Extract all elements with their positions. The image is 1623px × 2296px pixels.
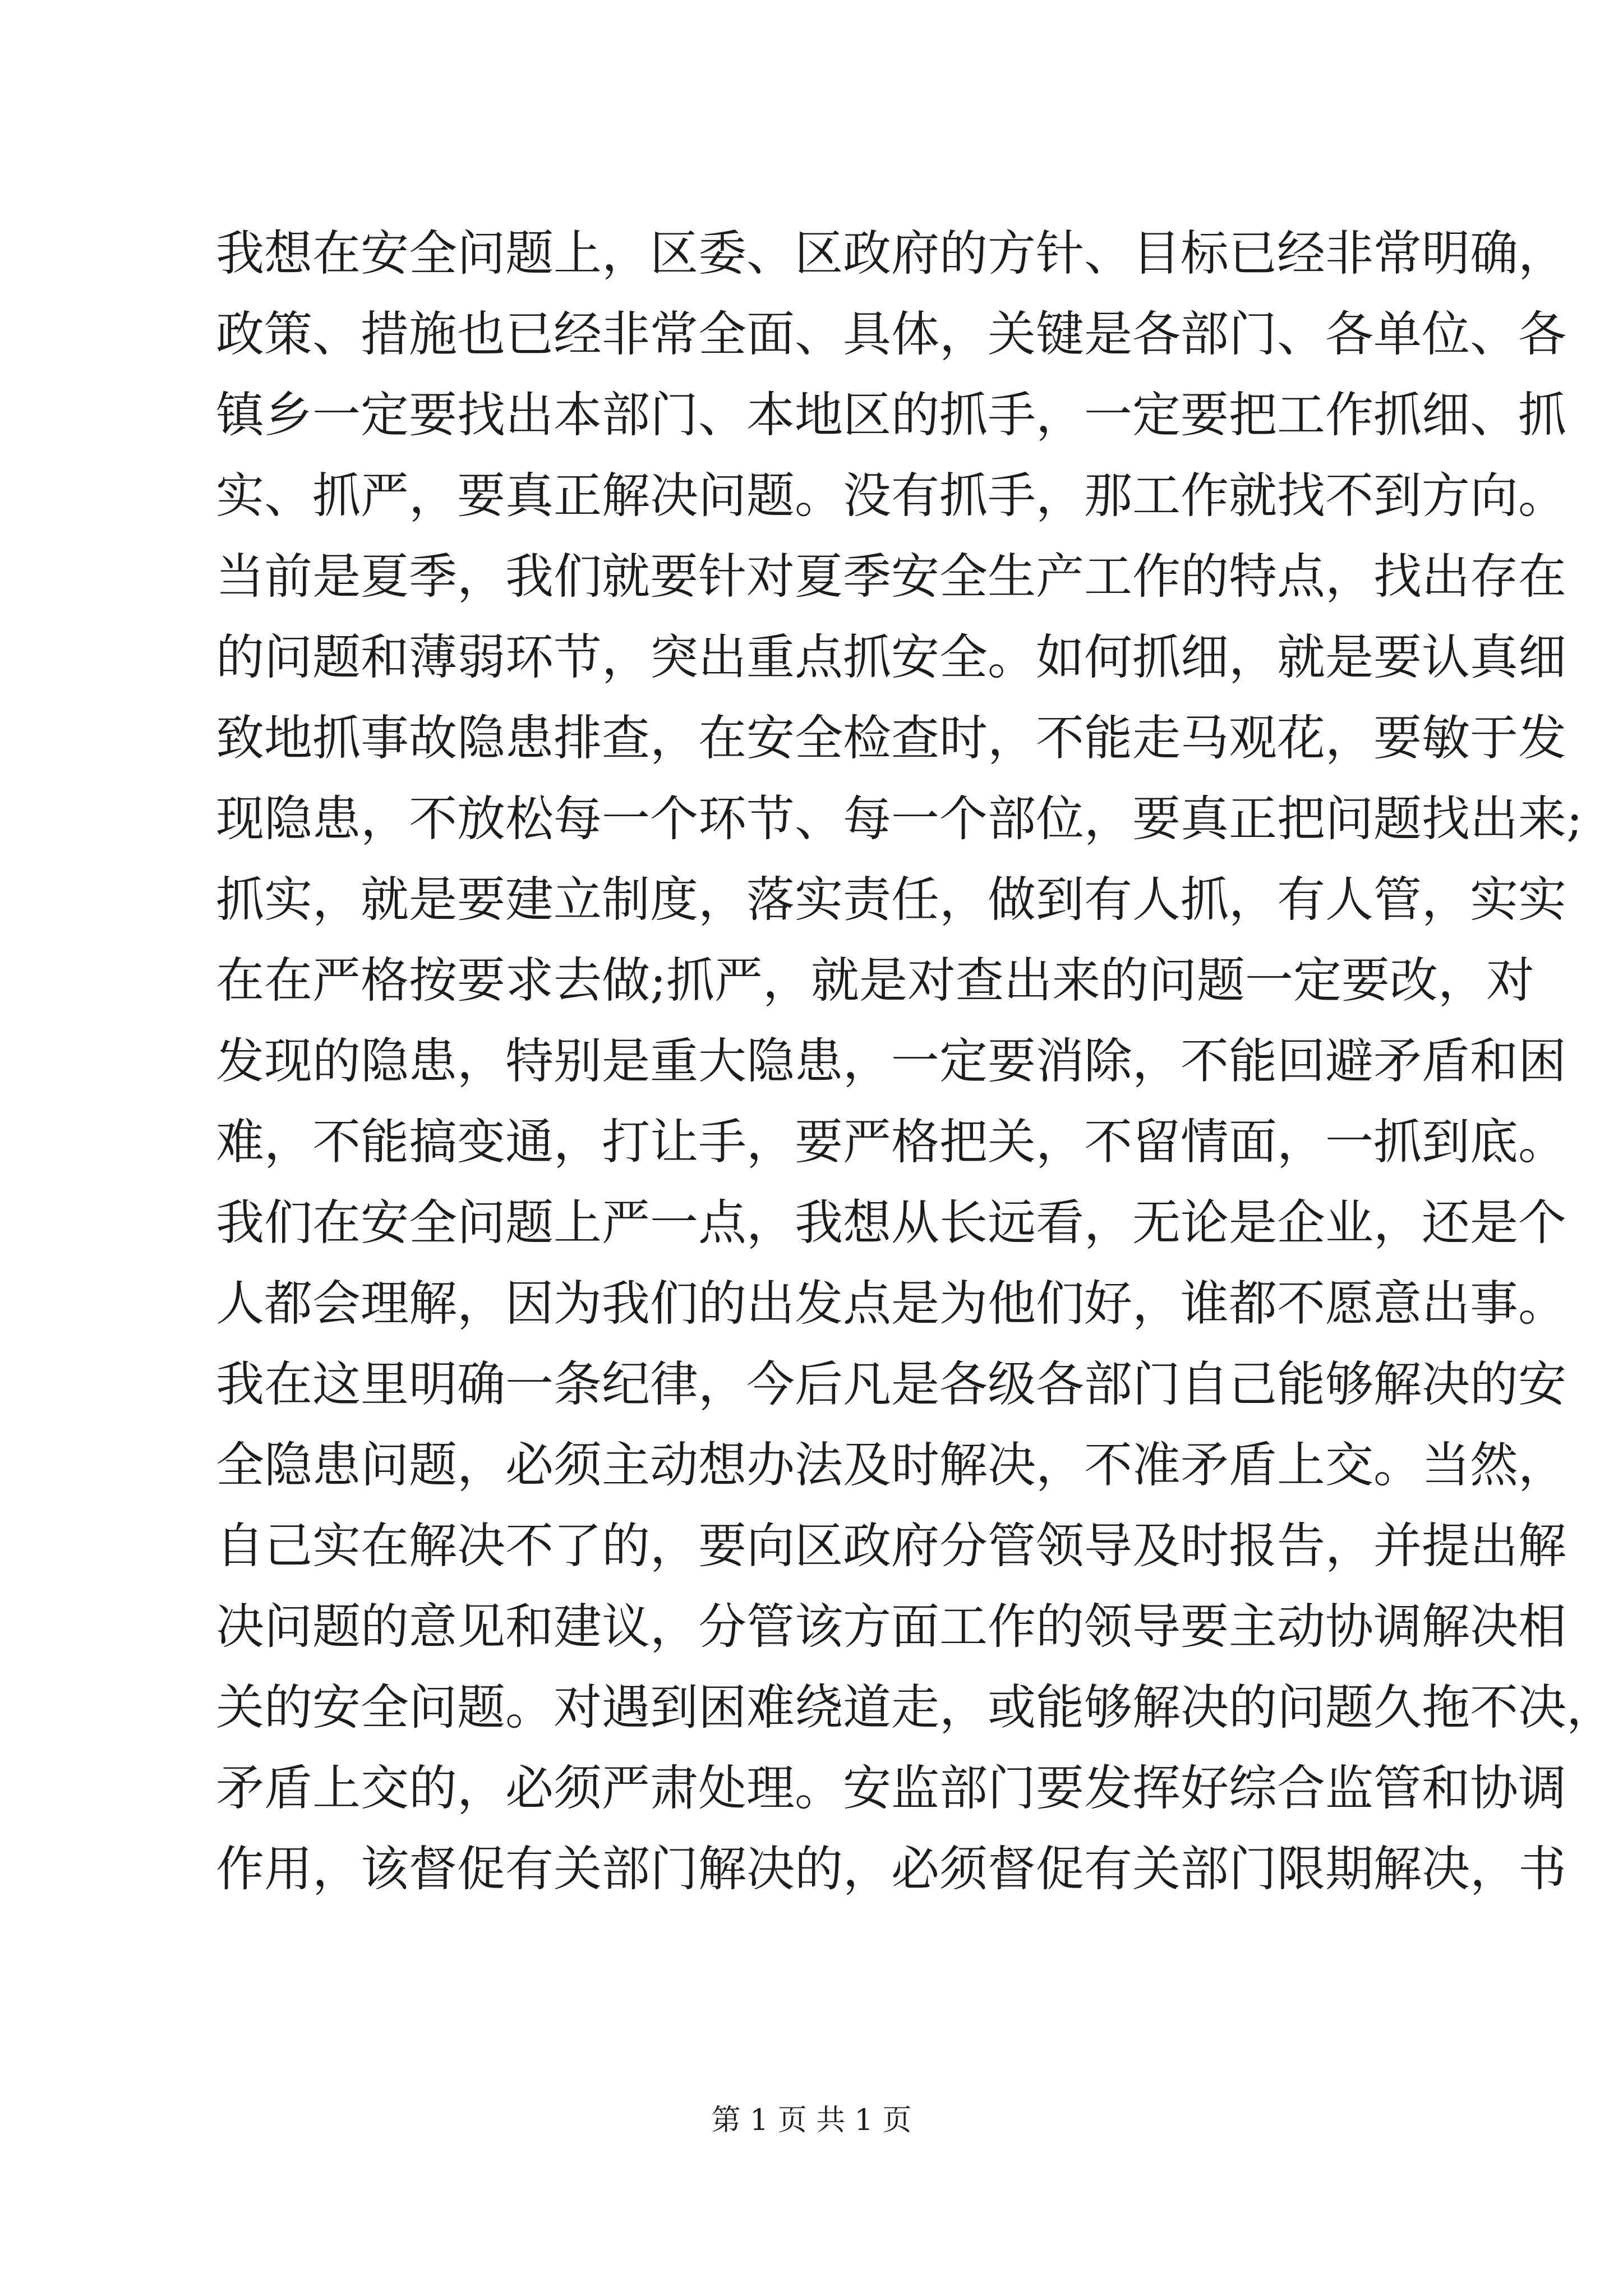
text-line: 发现的隐患，特别是重大隐患，一定要消除，不能回避矛盾和困 xyxy=(216,1033,1566,1089)
text-line: 人都会理解，因为我们的出发点是为他们好，谁都不愿意出事。 xyxy=(216,1276,1566,1332)
text-line: 当前是夏季，我们就要针对夏季安全生产工作的特点，找出存在 xyxy=(216,549,1566,605)
text-line: 致地抓事故隐患排查，在安全检查时，不能走马观花，要敏于发 xyxy=(216,710,1566,766)
text-line: 全隐患问题，必须主动想办法及时解决，不准矛盾上交。当然， xyxy=(216,1437,1566,1493)
text-line: 作用，该督促有关部门解决的，必须督促有关部门限期解决，书 xyxy=(216,1841,1566,1897)
text-line: 我想在安全问题上，区委、区政府的方针、目标已经非常明确， xyxy=(216,226,1566,282)
text-line: 我们在安全问题上严一点，我想从长远看，无论是企业，还是个 xyxy=(216,1195,1566,1251)
text-line: 难，不能搞变通，打让手，要严格把关，不留情面，一抓到底。 xyxy=(216,1114,1566,1170)
text-line: 抓实，就是要建立制度，落实责任，做到有人抓，有人管，实实 xyxy=(216,872,1566,928)
text-line: 自己实在解决不了的，要向区政府分管领导及时报告，并提出解 xyxy=(216,1518,1566,1574)
text-line: 矛盾上交的，必须严肃处理。安监部门要发挥好综合监管和协调 xyxy=(216,1760,1566,1816)
page-footer: 第 1 页 共 1 页 xyxy=(711,2104,912,2137)
text-line: 决问题的意见和建议，分管该方面工作的领导要主动协调解决相 xyxy=(216,1599,1566,1655)
text-line: 的问题和薄弱环节，突出重点抓安全。如何抓细，就是要认真细 xyxy=(216,629,1566,685)
body-paragraph xyxy=(216,213,1615,1910)
text-line: 现隐患，不放松每一个环节、每一个部位，要真正把问题找出来; xyxy=(216,791,1583,847)
text-line: 关的安全问题。对遇到困难绕道走，或能够解决的问题久拖不决， xyxy=(216,1680,1615,1736)
text-line: 我在这里明确一条纪律，今后凡是各级各部门自己能够解决的安 xyxy=(216,1356,1566,1412)
text-line: 在在严格按要求去做;抓严，就是对查出来的问题一定要改，对 xyxy=(216,953,1534,1009)
text-line: 政策、措施也已经非常全面、具体，关键是各部门、各单位、各 xyxy=(216,306,1566,362)
text-line: 实、抓严，要真正解决问题。没有抓手，那工作就找不到方向。 xyxy=(216,468,1566,524)
text-line: 镇乡一定要找出本部门、本地区的抓手，一定要把工作抓细、抓 xyxy=(216,387,1566,443)
